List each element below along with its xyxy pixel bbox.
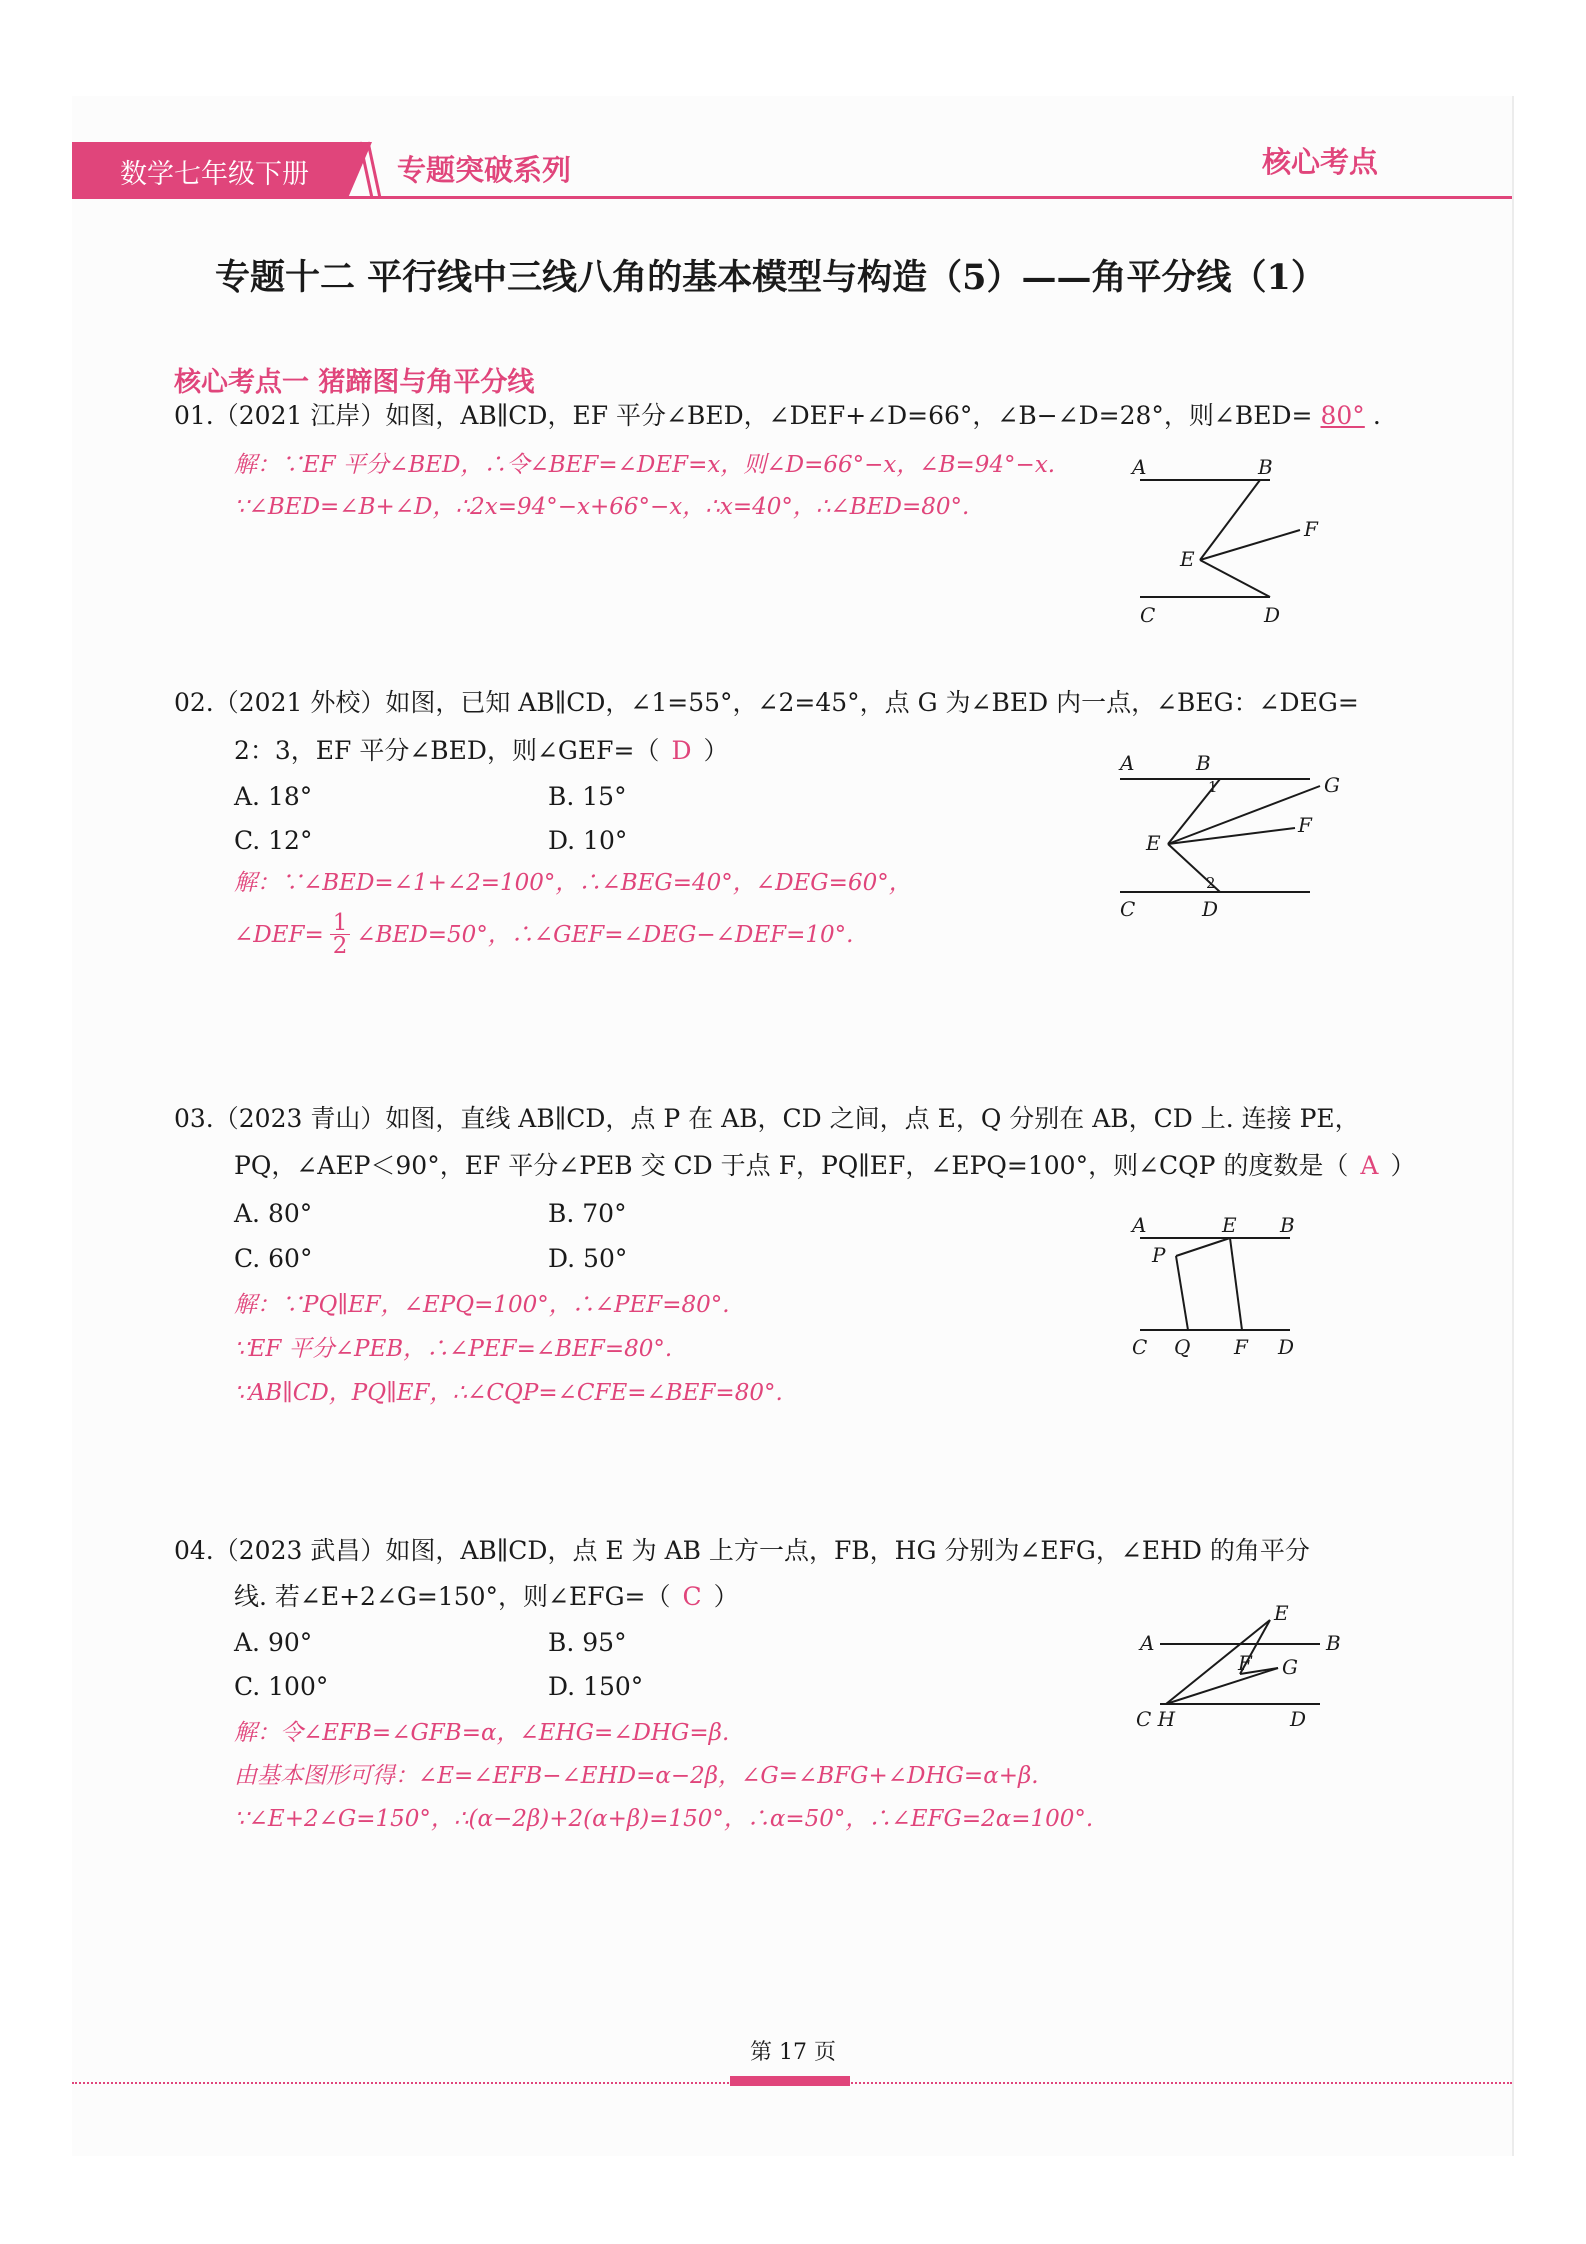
q3-option-b: B. 70° [548,1199,627,1228]
q4-label-d: D [1290,1707,1307,1731]
q1-text [174,393,1381,439]
page-number: 第 17 页 [750,2040,836,2065]
q3-close: ） [1390,1151,1416,1180]
q4-solution-line1: 解：令∠EFB=∠GFB=α，∠EHG=∠DHG=β. [234,1720,730,1746]
q3-answer: A [1360,1151,1379,1180]
q4-stem-line2 [234,1574,739,1620]
q1-label-f: F [1304,517,1318,541]
q3-solution-line2: ∵EF 平分∠PEB，∴∠PEF=∠BEF=80°. [234,1336,673,1362]
q1-end: . [1372,401,1381,430]
q3-stem-text: PQ，∠AEP＜90°，EF 平分∠PEB 交 CD 于点 F，PQ∥EF，∠EPQ=100°，则∠CQP 的度数是（ [234,1151,1349,1180]
q1-solution-line1: 解：∵EF 平分∠BED，∴令∠BEF=∠DEF=x，则∠D=66°−x，∠B=94°−x. [234,452,1056,478]
q2-label-g: G [1324,773,1340,797]
q3-label-e: E [1222,1214,1237,1237]
section-title: 核心考点一 猪蹄图与角平分线 [174,367,535,398]
q3-option-a: A. 80° [234,1199,313,1228]
q2-close: ） [703,736,729,765]
q2-fraction [330,912,351,957]
q4-option-b: B. 95° [548,1628,627,1657]
q3-label-p: P [1152,1243,1166,1267]
q4-label-f: F [1238,1651,1252,1675]
q2-stem-line1: 02.（2021 外校）如图，已知 AB∥CD，∠1=55°，∠2=45°，点 G 为∠BED 内一点，∠BEG：∠DEG= [174,688,1359,717]
footer-marker [730,2076,850,2086]
q2-label-f: F [1298,813,1312,837]
header-series: 专题突破系列 [397,153,572,187]
q3-stem-line2 [234,1143,1416,1189]
q1-label-e: E [1180,547,1195,571]
q3-solution-line3: ∵AB∥CD，PQ∥EF，∴∠CQP=∠CFE=∠BEF=80°. [234,1380,783,1406]
q3-label-q: Q [1174,1335,1191,1359]
q3-label-f: F [1234,1335,1248,1359]
q2-option-b: B. 15° [548,782,627,811]
q4-label-b: B [1326,1631,1341,1655]
q2-answer: D [671,736,692,765]
q4-close: ） [713,1582,739,1611]
q2-label-b: B [1196,751,1211,775]
q2-option-a: A. 18° [234,782,313,811]
q3-label-a: A [1132,1214,1147,1237]
q2-solution-line2 [234,912,853,957]
q1-stem: 01.（2021 江岸）如图，AB∥CD，EF 平分∠BED，∠DEF+∠D=66°，∠B−∠D=28°，则∠BED= [174,401,1313,430]
header-core-label: 核心考点 [1261,145,1378,179]
q3-option-c: C. 60° [234,1244,313,1273]
q2-label-d: D [1202,897,1219,921]
q2-option-c: C. 12° [234,826,313,855]
header-divider [72,196,1512,199]
q1-label-b: B [1258,455,1273,479]
q4-option-d: D. 150° [548,1672,644,1701]
q3-label-b: B [1280,1214,1295,1237]
q3-solution-line1: 解：∵PQ∥EF，∠EPQ=100°，∴∠PEF=80°. [234,1292,730,1318]
q2-solution-line1: 解：∵∠BED=∠1+∠2=100°，∴∠BEG=40°，∠DEG=60°， [234,870,912,896]
q4-label-g: G [1282,1655,1298,1679]
q2-sol2-pre: ∠DEF= [234,921,324,948]
header-grade: 数学七年级下册 [120,159,309,190]
q4-stem-text: 线. 若∠E+2∠G=150°，则∠EFG=（ [234,1582,671,1611]
q2-label-1: 1 [1208,778,1218,796]
q1-label-a: A [1132,455,1147,479]
page-title: 专题十二 平行线中三线八角的基本模型与构造（5）——角平分线（1） [215,257,1326,298]
q4-answer: C [682,1582,702,1611]
q4-option-c: C. 100° [234,1672,329,1701]
q2-label-c: C [1120,897,1136,921]
q3-figure [1130,1214,1330,1364]
q2-figure [1110,746,1350,926]
q4-label-ch: C H [1136,1707,1176,1731]
q2-frac-den: 2 [332,933,348,959]
q2-option-d: D. 10° [548,826,628,855]
q4-solution-line3: ∵∠E+2∠G=150°，∴(α−2β)+2(α+β)=150°，∴α=50°，∴∠EFG=2α=100°. [234,1806,1094,1832]
q2-label-a: A [1120,751,1135,775]
q4-figure [1130,1600,1350,1740]
q1-answer: 80° [1320,401,1365,430]
q2-frac-num: 1 [330,912,351,935]
q1-label-c: C [1140,603,1156,627]
q1-label-d: D [1264,603,1281,627]
q4-label-e: E [1274,1601,1289,1625]
q4-label-a: A [1140,1631,1155,1655]
q3-label-d: D [1278,1335,1295,1359]
q1-solution-line2: ∵∠BED=∠B+∠D，∴2x=94°−x+66°−x，∴x=40°，∴∠BED=80°. [234,494,970,520]
header-slash-icon [356,140,384,200]
q3-option-d: D. 50° [548,1244,628,1273]
q2-sol2-post: ∠BED=50°，∴∠GEF=∠DEG−∠DEF=10°. [356,921,854,948]
q4-stem-line1: 04.（2023 武昌）如图，AB∥CD，点 E 为 AB 上方一点，FB，HG 分别为∠EFG，∠EHD 的角平分 [174,1536,1310,1565]
q1-figure [1120,450,1340,630]
q4-option-a: A. 90° [234,1628,313,1657]
q2-label-e: E [1146,831,1161,855]
q2-stem-line2 [234,728,729,774]
q2-label-2: 2 [1206,874,1216,892]
q4-solution-line2: 由基本图形可得：∠E=∠EFB−∠EHD=α−2β，∠G=∠BFG+∠DHG=α+β. [234,1763,1039,1789]
q2-stem-text: 2：3，EF 平分∠BED，则∠GEF=（ [234,736,660,765]
q3-label-c: C [1132,1335,1148,1359]
q3-stem-line1: 03.（2023 青山）如图，直线 AB∥CD，点 P 在 AB，CD 之间，点 E，Q 分别在 AB，CD 上. 连接 PE， [174,1104,1360,1133]
